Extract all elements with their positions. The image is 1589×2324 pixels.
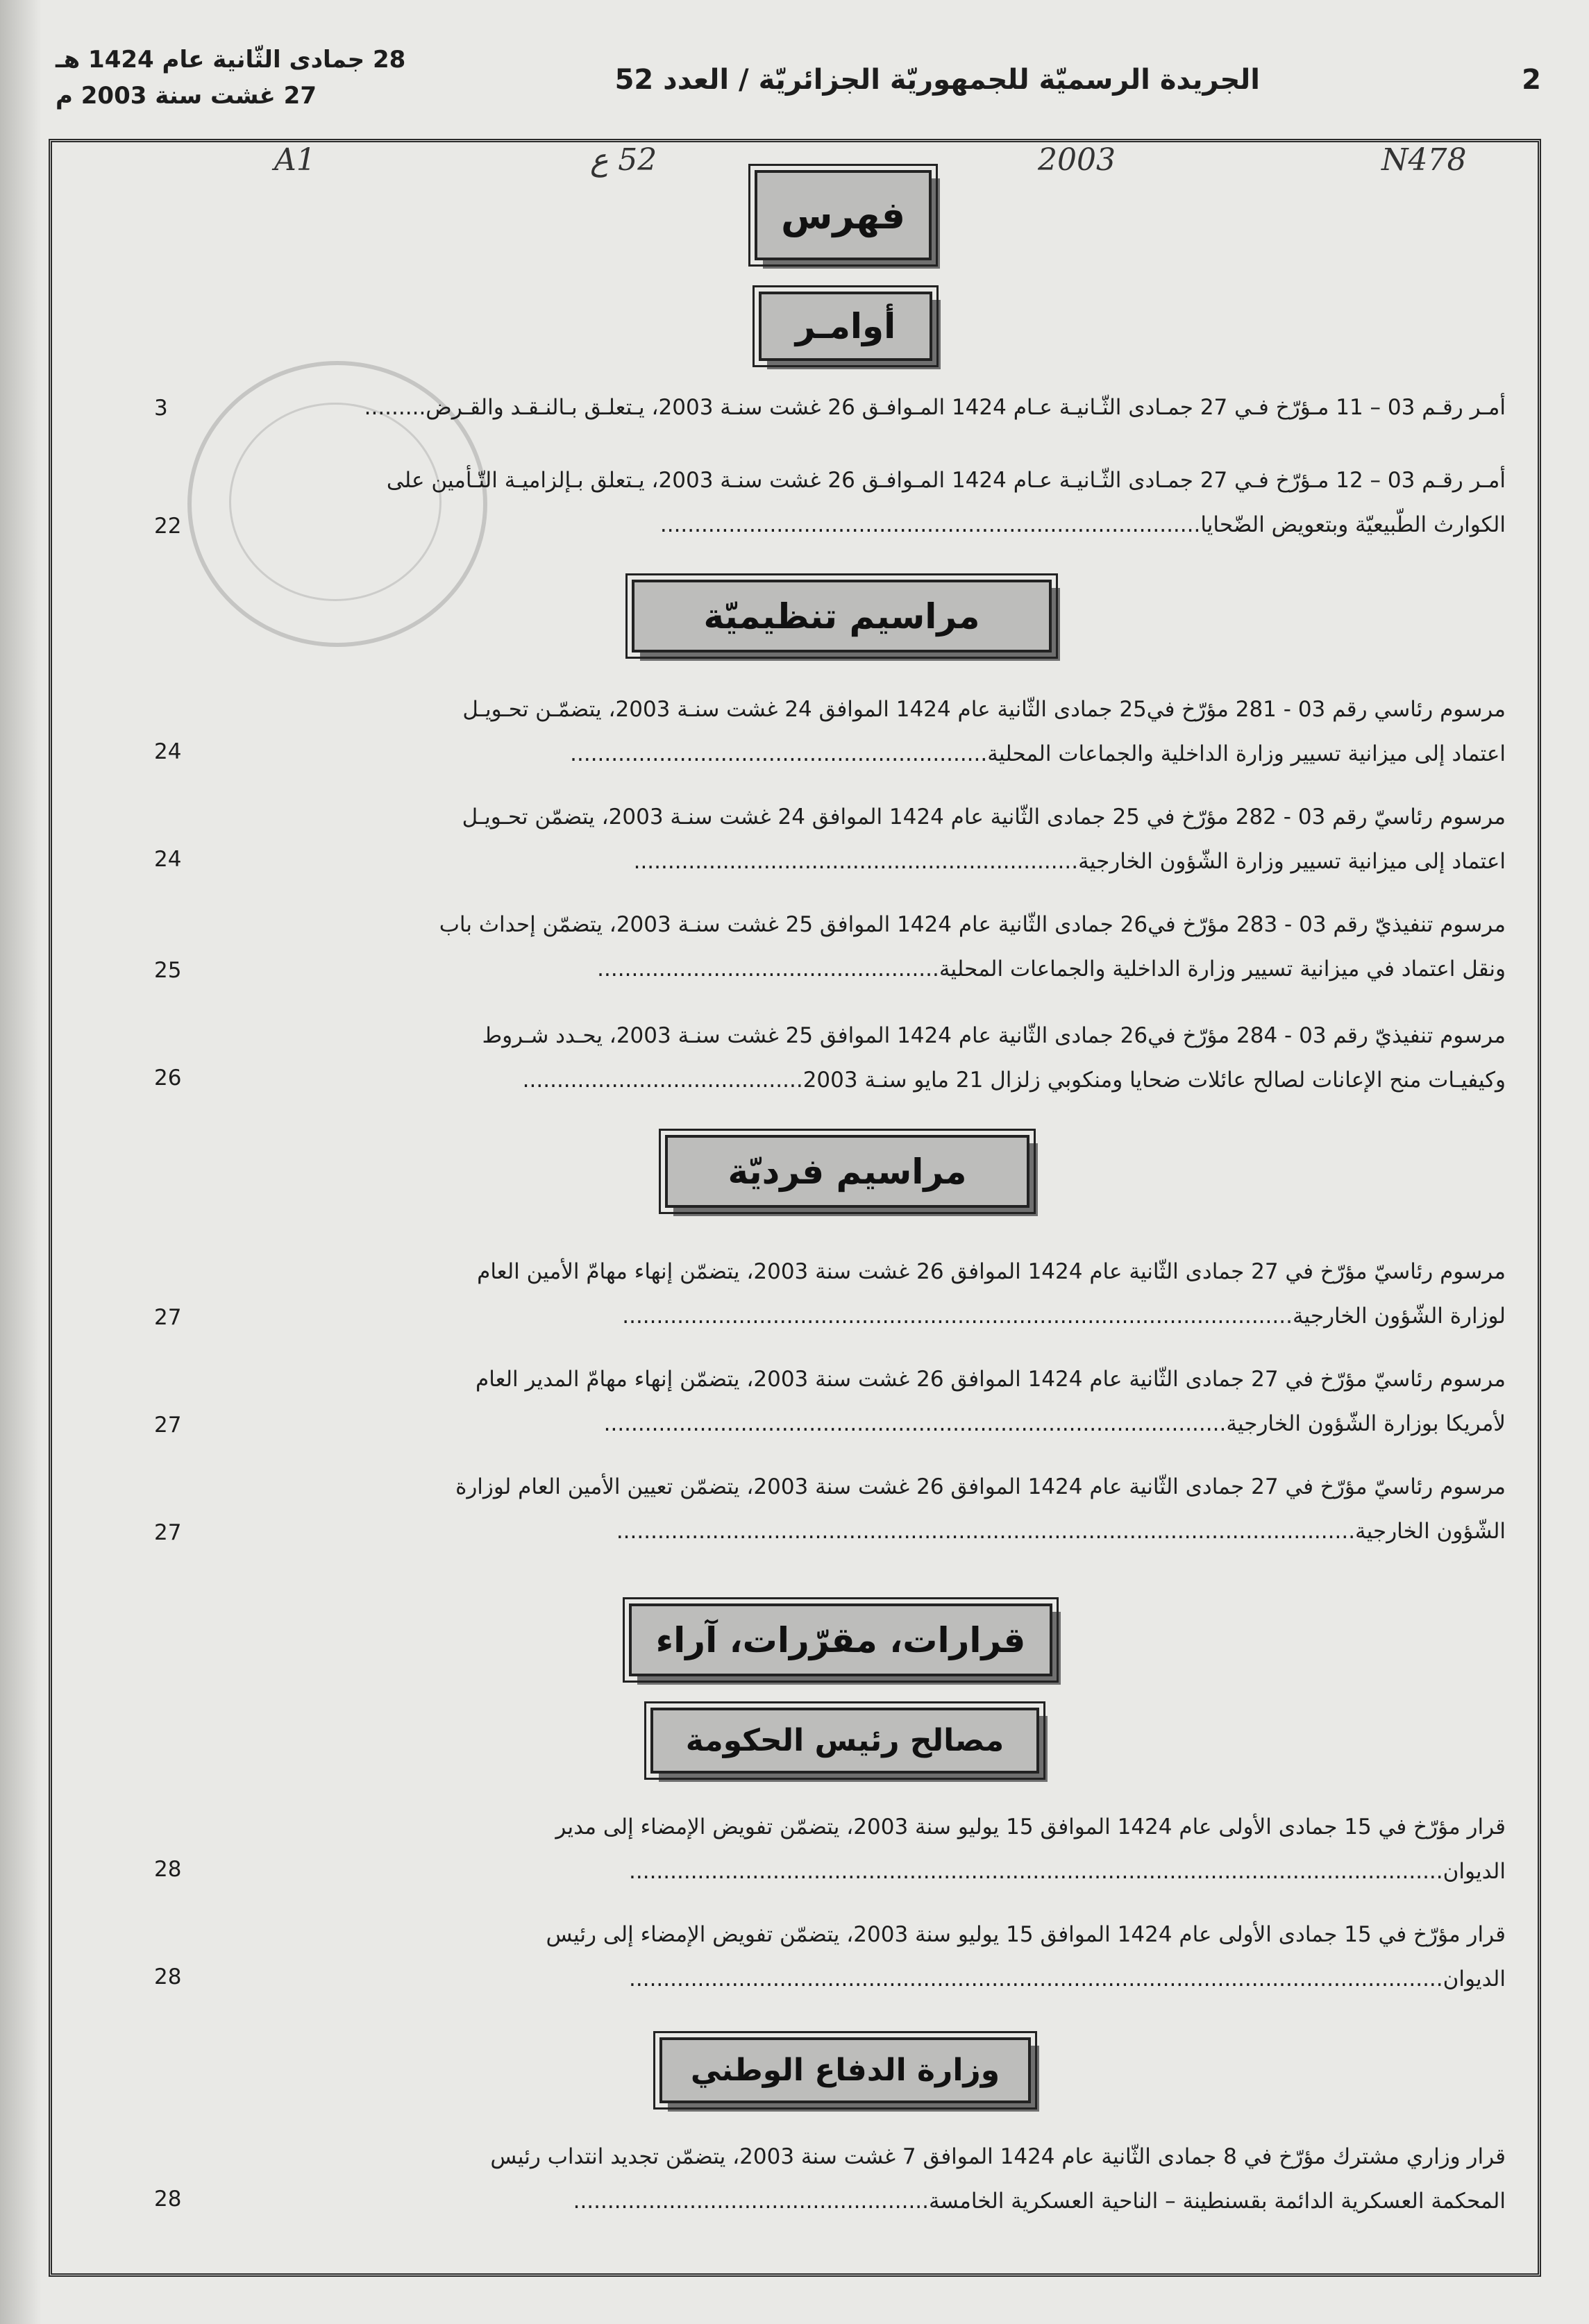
toc-page-number: 27: [154, 1413, 182, 1438]
handwritten-note: 52 ع: [590, 142, 657, 178]
toc-entry: [159, 795, 1506, 884]
toc-page-number: 28: [154, 2187, 182, 2212]
toc-entry-line: مرسوم رئاسيّ مؤرّخ في 27 جمادى الثّانية عام 1424 الموافق 26 غشت سنة 2003، يتضمّن تعيين الأمين العام لوزارة: [455, 1474, 1506, 1499]
toc-entry-line: الكوارث الطّبيعيّة وبتعويض الضّحايا...............................................................................: [659, 512, 1506, 537]
toc-entry-line: مرسوم تنفيذيّ رقم 03 - 284 مؤرّخ في26 جمادى الثّانية عام 1424 الموافق 25 غشت سنـة 2003، يحـدد شـروط: [482, 1023, 1506, 1048]
toc-entry: [159, 687, 1506, 776]
toc-entry-line: قرار مؤرّخ في 15 جمادى الأولى عام 1424 الموافق 15 يوليو سنة 2003، يتضمّن تفويض الإمضاء إلى رئيس: [546, 1922, 1506, 1947]
toc-entry-line: الشّؤون الخارجية............................................................................................................: [616, 1519, 1506, 1544]
toc-entry: [159, 1249, 1506, 1338]
handwritten-note: 2003: [1038, 142, 1116, 178]
section-heading-index: فهرس: [755, 170, 932, 260]
toc-entry: [159, 1912, 1506, 2001]
section-heading-regulatory-decrees: مراسيم تنظيميّة: [632, 580, 1052, 652]
toc-entry-line: المحكمة العسكرية الدائمة بقسنطينة – الناحية العسكرية الخامسة....................................................: [573, 2189, 1506, 2214]
toc-page-number: 27: [154, 1305, 182, 1330]
toc-entry: [159, 2134, 1506, 2223]
toc-page-number: 24: [154, 847, 182, 872]
toc-entry: [159, 385, 1506, 430]
page-header: [56, 42, 1541, 132]
header-date-gregorian: 27 غشت سنة 2003 م: [56, 82, 317, 110]
toc-entry-line: مرسوم رئاسيّ مؤرّخ في 27 جمادى الثّانية عام 1424 الموافق 26 غشت سنة 2003، يتضمّن إنهاء مهامّ المدير العام: [476, 1367, 1506, 1392]
toc-page-number: 25: [154, 958, 182, 983]
page-edge-shadow: [0, 0, 42, 2324]
toc-entry: [159, 1013, 1506, 1102]
toc-entry-line: الديوان.......................................................................................................................: [629, 1859, 1506, 1884]
section-heading-pm-services: مصالح رئيس الحكومة: [650, 1708, 1039, 1774]
toc-entry-line: لوزارة الشّؤون الخارجية..................................................................................................: [622, 1304, 1506, 1329]
toc-entry-line: قرار مؤرّخ في 15 جمادى الأولى عام 1424 الموافق 15 يوليو سنة 2003، يتضمّن تفويض الإمضاء إلى مدير: [555, 1814, 1506, 1839]
toc-entry: [159, 1465, 1506, 1553]
section-heading-individual-decrees: مراسيم فرديّة: [665, 1135, 1029, 1208]
section-heading-decisions: قرارات، مقرّرات، آراء: [629, 1603, 1052, 1676]
toc-entry-line: اعتماد إلى ميزانية تسيير وزارة الشّؤون الخارجية.................................................................: [633, 849, 1506, 874]
toc-entry-line: لأمريكا بوزارة الشّؤون الخارجية...........................................................................................: [603, 1411, 1506, 1436]
toc-entry-line: مرسوم تنفيذيّ رقم 03 - 283 مؤرّخ في26 جمادى الثّانية عام 1424 الموافق 25 غشت سنـة 2003، يتضمّن إحداث باب: [439, 912, 1506, 937]
toc-entry-line: مرسوم رئاسي رقم 03 - 281 مؤرّخ في25 جمادى الثّانية عام 1424 الموافق 24 غشت سنـة 2003، يتضمّـن تحـويـل: [462, 697, 1506, 722]
toc-entry-line: وكيفيـات منح الإعانات لصالح عائلات ضحايا ومنكوبي زلزال 21 مايو سنـة 2003.........................................: [522, 1068, 1506, 1093]
toc-page-number: 28: [154, 1857, 182, 1882]
section-heading-defense: وزارة الدفاع الوطني: [659, 2037, 1031, 2103]
handwritten-note: N478: [1381, 142, 1467, 178]
toc-entry: [159, 1805, 1506, 1894]
toc-entry-line: أمـر رقـم 03 – 12 مـؤرّخ فـي 27 جمـادى الثّـانيـة عـام 1424 المـوافـق 26 غشت سنـة 2003، يـتعلق بـإلزاميـة التّـأمين على: [386, 468, 1506, 493]
toc-page-number: 22: [154, 514, 182, 539]
toc-entry-line: مرسوم رئاسيّ مؤرّخ في 27 جمادى الثّانية عام 1424 الموافق 26 غشت سنة 2003، يتضمّن إنهاء مهامّ الأمين العام: [477, 1259, 1506, 1284]
toc-page-number: 27: [154, 1520, 182, 1545]
page-number: 2: [1522, 64, 1541, 96]
toc-page-number: 28: [154, 1964, 182, 1989]
toc-page-number: 3: [154, 396, 168, 421]
toc-page-number: 26: [154, 1066, 182, 1091]
toc-page-number: 24: [154, 739, 182, 764]
toc-entry-line: قرار وزاري مشترك مؤرّخ في 8 جمادى الثّانية عام 1424 الموافق 7 غشت سنة 2003، يتضمّن تجديد انتداب رئيس: [490, 2144, 1506, 2169]
toc-entry-line: ونقل اعتماد في ميزانية تسيير وزارة الداخلية والجماعات المحلية..................................................: [597, 957, 1506, 982]
toc-entry: [159, 902, 1506, 991]
header-date-hijri: 28 جمادى الثّانية عام 1424 هـ: [56, 46, 406, 74]
section-heading-orders: أوامـر: [759, 292, 932, 361]
toc-entry-line: الديوان.......................................................................................................................: [629, 1967, 1506, 1992]
toc-entry-line: اعتماد إلى ميزانية تسيير وزارة الداخلية والجماعات المحلية.............................................................: [570, 741, 1506, 766]
toc-entry: [159, 458, 1506, 547]
toc-entry-line: أمـر رقـم 03 – 11 مـؤرّخ فـي 27 جمـادى الثّـانيـة عـام 1424 المـوافـق 26 غشت سنـة 2003، يـتعلـق بـالنـقـد والقـرض.........: [364, 395, 1506, 420]
journal-title: الجريدة الرسميّة للجمهوريّة الجزائريّة / العدد 52: [614, 64, 1260, 96]
handwritten-note: A1: [274, 142, 316, 178]
toc-entry-line: مرسوم رئاسيّ رقم 03 - 282 مؤرّخ في 25 جمادى الثّانية عام 1424 الموافق 24 غشت سنـة 2003، يتضمّن تحـويـل: [462, 805, 1506, 830]
toc-entry: [159, 1357, 1506, 1446]
